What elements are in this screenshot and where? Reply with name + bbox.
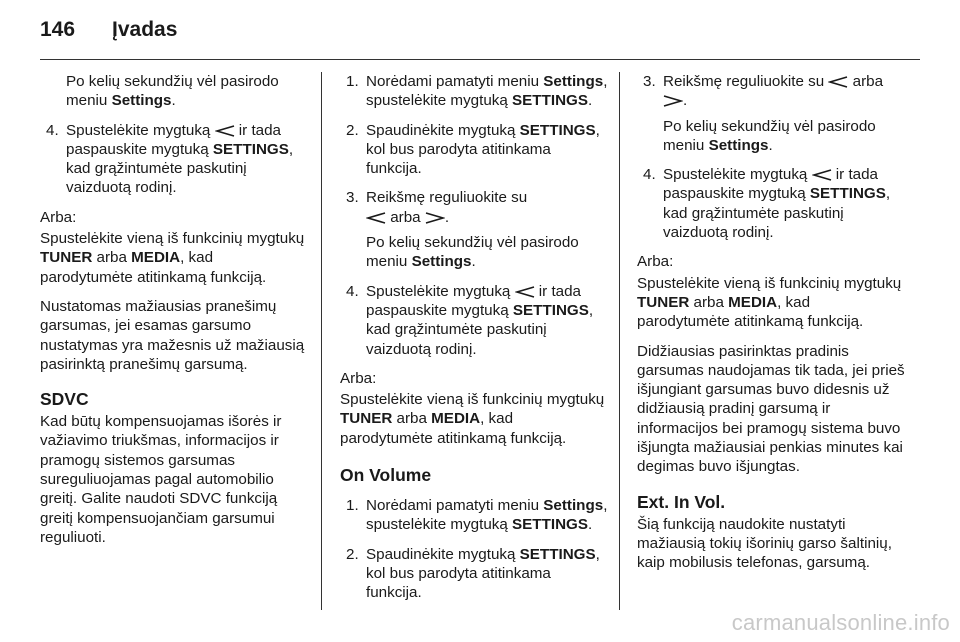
- list-item: 2. Spaudinėkite mygtuką SETTINGS, kol bus parodyta atitinkama funkcija.: [346, 121, 600, 178]
- list-item: 1. Norėdami pamatyti meniu Settings, spustelėkite mygtuką SETTINGS.: [346, 73, 608, 110]
- arba-label: Arba:: [340, 369, 377, 387]
- arrow-left-icon: [366, 212, 386, 224]
- list-item: 2. Spaudinėkite mygtuką SETTINGS, kol bus parodyta atitinkama funkcija.: [346, 545, 600, 602]
- page-title: Įvadas: [112, 18, 178, 41]
- list-item: 4. Spustelėkite mygtuką ir tada paspauskite mygtuką SETTINGS, kad grąžintumėte paskutinį vaizduotą rodinį.: [643, 166, 891, 242]
- section-title-ext-in-vol: Ext. In Vol.: [637, 491, 726, 512]
- paragraph-tuner: Spustelėkite vieną iš funkcinių mygtukų TUNER arba MEDIA, kad parodytumėte atitinkamą funkciją.: [637, 274, 902, 331]
- list-item: 3. Reikšmę reguliuokite su arba .: [643, 73, 884, 110]
- arrow-right-icon: [425, 212, 445, 224]
- paragraph-intro: Po kelių sekundžių vėl pasirodo meniu Settings.: [66, 73, 279, 110]
- paragraph-max-volume: Didžiausias pasirinktas pradinis garsumas naudojamas tik tada, jei prieš išjungiant garsumas buvo didesnis už didžiausią pradinį garsumą ir informacijos bei pramogų sistema buvo išjungta mažiausiai penkias minutes kai degimas buvo išjungtas.: [637, 342, 905, 476]
- page-header: [40, 18, 177, 48]
- arba-label: Arba:: [637, 253, 674, 271]
- paragraph-settings-return: Po kelių sekundžių vėl pasirodo meniu Settings.: [663, 117, 876, 154]
- section-title-on-volume: On Volume: [340, 465, 432, 486]
- column-1: [40, 72, 308, 557]
- header-divider: [40, 59, 920, 60]
- paragraph-ext-in-vol: Šią funkciją naudokite nustatyti mažiausią tokių išorinių garso šaltinių, kaip mobilusis telefonas, garsumą.: [637, 515, 892, 572]
- paragraph-sdvc: Kad būtų kompensuojamas išorės ir važiavimo triukšmas, informacijos ir pramogų sistemos garsumas sureguliuojamas pagal automobilio greitį. Galite naudoti SDVC funkciją greitį kompensuojančiam garsumui reguliuoti.: [40, 413, 282, 546]
- list-item: 3. Reikšmę reguliuokite su arba .: [346, 189, 528, 226]
- list-item: 4. Spustelėkite mygtuką ir tada paspauskite mygtuką SETTINGS, kad grąžintumėte paskutinį vaizduotą rodinį.: [46, 121, 294, 197]
- arrow-right-icon: [663, 95, 683, 107]
- page-number: 146: [40, 18, 76, 41]
- arba-label: Arba:: [40, 208, 77, 226]
- paragraph-tuner: Spustelėkite vieną iš funkcinių mygtukų TUNER arba MEDIA, kad parodytumėte atitinkamą funkciją.: [40, 230, 305, 286]
- arrow-left-icon: [828, 76, 848, 88]
- list-item: 1. Norėdami pamatyti meniu Settings, spustelėkite mygtuką SETTINGS.: [346, 497, 608, 534]
- column-divider-2: [619, 72, 620, 610]
- paragraph-min-volume: Nustatomas mažiausias pranešimų garsumas, jei esamas garsumo nustatymas yra mažesnis už mažiausią pasirinktą pranešimų garsumą.: [40, 297, 305, 373]
- section-title-sdvc: SDVC: [40, 389, 89, 410]
- paragraph-tuner: Spustelėkite vieną iš funkcinių mygtukų TUNER arba MEDIA, kad parodytumėte atitinkamą funkciją.: [340, 391, 605, 447]
- watermark: carmanualsonline.info: [731, 610, 950, 635]
- list-item: 4. Spustelėkite mygtuką ir tada paspauskite mygtuką SETTINGS, kad grąžintumėte paskutinį vaizduotą rodinį.: [346, 282, 594, 358]
- arrow-left-icon: [215, 125, 235, 137]
- arrow-left-icon: [812, 169, 832, 181]
- column-2: [340, 72, 608, 613]
- arrow-left-icon: [515, 286, 535, 298]
- paragraph-settings-return: Po kelių sekundžių vėl pasirodo meniu Settings.: [366, 234, 579, 271]
- column-divider-1: [321, 72, 322, 610]
- column-3: [637, 72, 905, 583]
